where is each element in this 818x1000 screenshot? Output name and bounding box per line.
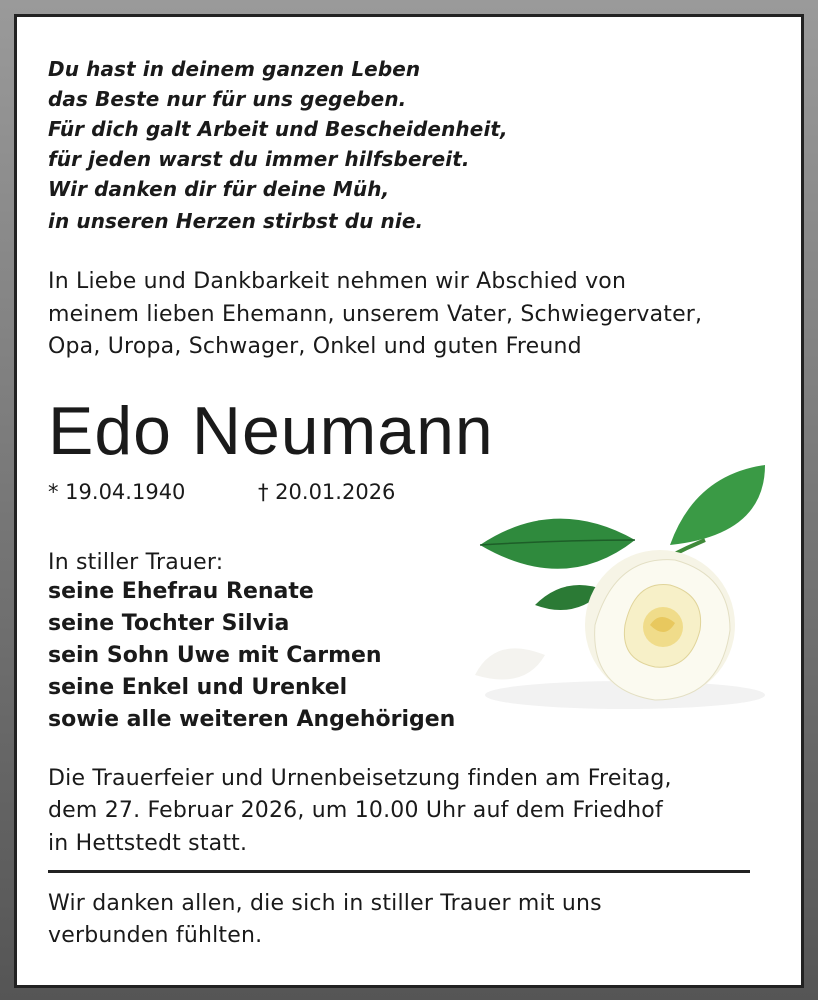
mourner: sowie alle weiteren Angehörigen <box>48 707 456 732</box>
mourner: seine Ehefrau Renate <box>48 579 314 604</box>
mourner: seine Tochter Silvia <box>48 611 290 636</box>
intro-line: Opa, Uropa, Schwager, Onkel und guten Freund <box>48 334 582 359</box>
thanks-line: verbunden fühlten. <box>48 923 263 948</box>
ceremony-line: dem 27. Februar 2026, um 10.00 Uhr auf dem Friedhof <box>48 798 663 823</box>
death-date: † 20.01.2026 <box>258 480 396 504</box>
poem-line: in unseren Herzen stirbst du nie. <box>48 209 424 233</box>
deceased-name: Edo Neumann <box>48 393 494 469</box>
poem-line: Für dich galt Arbeit und Bescheidenheit, <box>48 117 508 141</box>
thanks-line: Wir danken allen, die sich in stiller Trauer mit uns <box>48 891 602 916</box>
divider <box>48 870 750 873</box>
poem-line: das Beste nur für uns gegeben. <box>48 87 407 111</box>
mourner: seine Enkel und Urenkel <box>48 675 348 700</box>
mourners-heading: In stiller Trauer: <box>48 550 224 575</box>
intro-line: In Liebe und Dankbarkeit nehmen wir Abschied von <box>48 269 627 294</box>
poem-line: Du hast in deinem ganzen Leben <box>48 57 421 81</box>
mourner: sein Sohn Uwe mit Carmen <box>48 643 382 668</box>
intro-line: meinem lieben Ehemann, unserem Vater, Schwiegervater, <box>48 302 703 327</box>
poem-line: für jeden warst du immer hilfsbereit. <box>48 147 470 171</box>
ceremony-line: Die Trauerfeier und Urnenbeisetzung finden am Freitag, <box>48 766 672 791</box>
poem-line: Wir danken dir für deine Müh, <box>48 177 390 201</box>
rose-image <box>465 455 765 715</box>
ceremony-line: in Hettstedt statt. <box>48 831 248 856</box>
birth-date: * 19.04.1940 <box>48 480 186 504</box>
